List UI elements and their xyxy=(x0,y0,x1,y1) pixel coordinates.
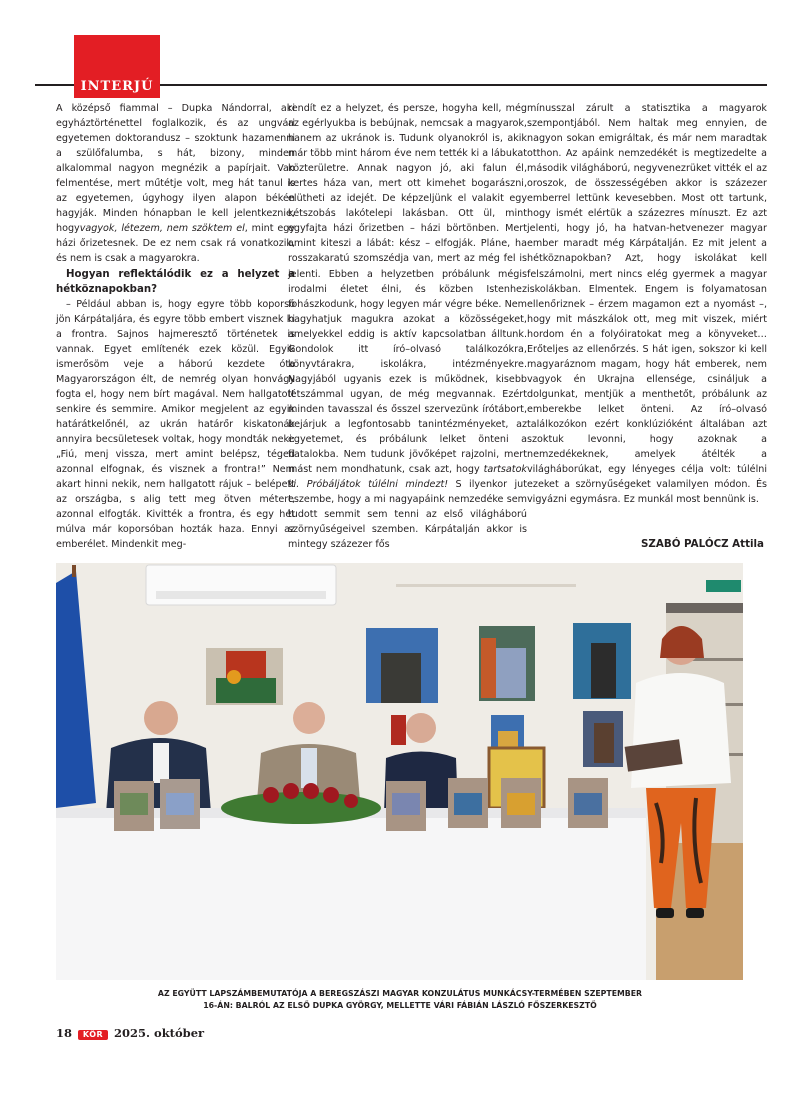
article-column-1 xyxy=(56,101,295,552)
text-run: A középső fiammal – Dupka Nándorral, aki egyháztörténettel foglalkozik, és az ungvári egyetemen doktorandusz – szoktunk hazamenni a szülőfalumba, s hát, bizony, minden alkalommal nagyon megnézik a papírjait. Van felmentése, mert műtétje volt, meg hát tanul is az egyetemen, úgyhogy ilyen alapon békén hagyják. Minden hónapban le kell jelentkeznie, hogy xyxy=(56,103,295,235)
magazine-logo xyxy=(78,1026,108,1040)
section-tag-label: INTERJÚ xyxy=(80,79,154,94)
photo-caption xyxy=(100,988,700,1011)
magazine-logo-text: KÖR xyxy=(82,1030,104,1039)
person-3-head xyxy=(406,713,436,743)
text-run: S ilyenkor jut eszembe, hogy a mi nagyapáink nemzedéke sem tudott semmit sem tenni az első világháború szörnyűségeivel szemben. Kárpátalján akkor is mintegy százezer fős xyxy=(288,479,528,551)
article-paragraph: – Például abban is, hogy egyre több koporsó jön Kárpátaljára, és egyre több embert visznek ki a frontra. Sajnos hajmeresztő történetek is vannak. Egyet említenék ezek közül. Egyik ismerősöm veje a háború kezdete óta Magyarországon élt, de nemrég olyan honvágy fogta el, hogy nem bírt magával. Nem hallgatott senkire és semmire. Amikor megjelent az egyik határátkelőnél, az ukrán határőr kiskatonák annyira becsületesek voltak, hogy mondták neki: „Fiú, menj vissza, mert amint belépsz, téged azonnal elfognak, és visznek a frontra!” Nem akart hinni nekik, nem hallgatott rájuk – belépett az országba, s alig tett meg ötven métert, azonnal elfogták. Kivitték a frontra, és egy hét múlva már koporsóban hozták haza. Ennyi az emberélet. Mindenkit meg- xyxy=(56,298,295,551)
section-tag xyxy=(74,35,160,98)
person-2-head xyxy=(293,702,325,734)
interview-question: Hogyan reflektálódik ez a helyzet a hétköznapokban? xyxy=(56,268,295,295)
article-paragraph xyxy=(56,101,295,267)
article-paragraph: mínusszal zárult a statisztika a magyarok szempontjából. Nem haltak meg ennyien, de nagyon sokan emigráltak, és már nem maradtak otthon. Az apáink nemzedékét is megtizedelte a második világháború, negyvenezrüket vitték el az oroszok, de összességében akkor is százezer emberrel lettünk kevesebben. Most ott tartunk, hogy ismét elértük a százezres mínuszt. Ez azt jelenti, hogy jó, ha hatvan-hetvenezer magyar ember maradt még Kárpátalján. Ez mit jelent a hétköznapokban? Azt, hogy iskolákat kell felszámolni, mert nincs elég gyermek a magyar iskolákban. Elmentek. Engem is folyamatosan ellenőriznek – érzem magamon ezt a nyomást –, hogy mit mászkálok ott, meg mit viszek, miért hordom én a folyóiratokat meg a könyveket… Erőteljes az ellenőrzés. S hát igen, sokszor ki kell magyaráznom magam, hogy hát emberek, nem vagyok én Ukrajna ellensége, csináljuk a dolgunkat, mentjük a menthetőt, próbálunk az emberekbe lelket önteni. Az író–olvasó találkozókon ezért konklúzióként általában azt szoktuk levonni, hogy azoknak a nemzedékeknek, amelyek átélték a világháborúkat, egy lényeges célja volt: túlélni ezeket a szörnyűségeket valamilyen módon. És vigyázni egymásra. Ez munkál most bennünk is. xyxy=(527,103,767,506)
caption-line: AZ EGYÜTT LAPSZÁMBEMUTATÓJA A BEREGSZÁSZI MAGYAR KONZULÁTUS MUNKÁCSY-TERMÉBEN SZEPTEMBER xyxy=(157,989,643,998)
event-photo-illustration xyxy=(56,563,743,980)
issue-date: 2025. október xyxy=(114,1026,205,1040)
text-run: , mint egy házi őrizetesnek. De ez nem csak rá vonatkozik, és nem is csak a magyarokra. xyxy=(56,223,295,265)
article-paragraph xyxy=(288,101,527,552)
article-column-3 xyxy=(527,101,767,507)
page-footer xyxy=(56,1026,204,1040)
flower-arrangement xyxy=(221,792,381,824)
event-photo xyxy=(56,563,743,980)
author-byline: SZABÓ PALÓCZ Attila xyxy=(641,538,764,550)
exit-sign-icon xyxy=(706,580,741,592)
italic-text-run: tartsatok ki. Próbáljátok túlélni mindezt! xyxy=(288,464,527,491)
person-1-head xyxy=(144,701,178,735)
person-4-blouse xyxy=(631,673,731,788)
page-number: 18 xyxy=(56,1026,73,1040)
caption-line: 16-ÁN: BALRÓL AZ ELSŐ DUPKA GYÖRGY, MELLETTE VÁRI FÁBIÁN LÁSZLÓ FŐSZERKESZTŐ xyxy=(203,1000,597,1010)
text-run: rendít ez a helyzet, és persze, hogyha kell, még az egérlyukba is bebújnak, nemcsak a magyarok, hanem az ukránok is. Tudunk olyanokról is, akik már több mint három éve nem tették ki a lábukat közterületre. Annak nagyon jó, aki falun él, kertes háza van, mert ott kimehet bogarászni, elütheti az idejét. De képzeljünk el valakit egy kétszobás lakótelepi lakásban. Ott ül, mint egyfajta házi őrizetben – házi börtönben. Mert amint kiteszi a lábát: kész – elfogják. Pláne, ha rosszakaratú szomszédja van, mert az még fel is jelenti. Ebben a helyzetben próbálunk mégis irodalmi életet élni, és közben Istenhez fohászkodunk, hogy legyen már végre béke. Nem hagyhatjuk magukra azokat a közösségeket, amelyekkel eddig is aktív kapcsolatban álltunk. Gondolok itt író–olvasó találkozókra, könyvtárakra, iskolákra, intézményekre. Nagyjából ugyanis ezek is működnek, kisebb létszámmal ugyan, de még megvannak. Ezért minden tavasszal és ősszel szervezünk írótábort, bejárjuk a legfontosabb tanintézményeket, az egyetemet, és próbálunk lelket önteni a fiatalokba. Nem tudunk jövőképet rajzolni, mert mást nem mondhatunk, csak azt, hogy xyxy=(288,103,527,476)
italic-text-run: vagyok, létezem, nem szöktem el xyxy=(79,223,245,235)
table-cloth xyxy=(56,813,646,980)
article-column-2 xyxy=(288,101,527,552)
